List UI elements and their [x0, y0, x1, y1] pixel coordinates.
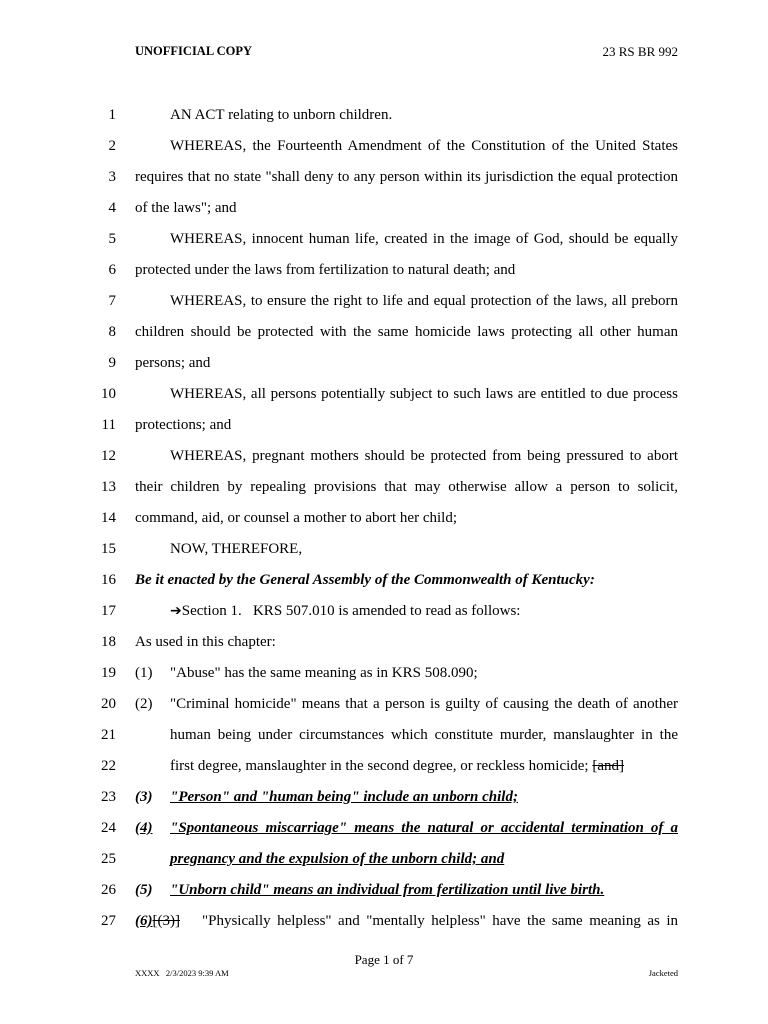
line-text: AN ACT relating to unborn children.: [170, 107, 393, 123]
line-text: WHEREAS, the Fourteenth Amendment of the Constitution of the United States: [170, 138, 678, 154]
line-number: 3: [108, 169, 116, 185]
item-text: "Criminal homicide" means that a person is guilty of causing the death of another: [170, 696, 678, 712]
item-text: first degree, manslaughter in the second degree, or reckless homicide;: [170, 758, 589, 774]
line-number: 24: [101, 820, 116, 836]
inserted-text: pregnancy and the expulsion of the unborn child; and: [170, 851, 505, 867]
item-text: "Unborn child" means an individual from fertilization until live birth.: [170, 882, 605, 898]
line-number: 27: [101, 913, 116, 929]
line-1: [0, 104, 768, 135]
line-number: 19: [101, 665, 116, 681]
arrow-right-icon: ➔: [170, 603, 182, 619]
inserted-definition: [135, 786, 678, 808]
line-number: 12: [101, 448, 116, 464]
line-text: WHEREAS, all persons potentially subject to such laws are entitled to due process: [170, 386, 678, 402]
line-text: of the laws"; and: [135, 200, 237, 216]
item-label: (5): [135, 882, 153, 898]
inserted-definition: [135, 817, 678, 839]
item-label: (6): [135, 913, 153, 929]
line-8: [0, 321, 768, 352]
line-17: [0, 600, 768, 631]
line-10: [0, 383, 768, 414]
line-number: 20: [101, 696, 116, 712]
line-number: 16: [101, 572, 116, 588]
item-text: "Physically helpless" and "mentally helpless" have the same meaning as in: [201, 913, 678, 929]
line-text: WHEREAS, innocent human life, created in the image of God, should be equally: [170, 231, 678, 247]
line-16: [0, 569, 768, 600]
item-label: (1): [135, 665, 153, 681]
line-number: 15: [101, 541, 116, 557]
page-number: Page 1 of 7: [354, 952, 414, 967]
line-number: 8: [108, 324, 116, 340]
line-number: 2: [108, 138, 116, 154]
enacting-clause: Be it enacted by the General Assembly of the Commonwealth of Kentucky:: [135, 572, 595, 588]
line-text: persons; and: [135, 355, 211, 371]
item-text: "Abuse" has the same meaning as in KRS 508.090;: [170, 665, 478, 681]
line-7: [0, 290, 768, 321]
line-2: [0, 135, 768, 166]
deleted-label: [(3)]: [152, 913, 180, 929]
line-19: [0, 662, 768, 693]
line-3: [0, 166, 768, 197]
line-text: protected under the laws from fertilization to natural death; and: [135, 262, 516, 278]
line-text: human being under circumstances which constitute murder, manslaughter in the: [170, 727, 678, 743]
line-number: 25: [101, 851, 116, 867]
line-11: [0, 414, 768, 445]
line-text: As used in this chapter:: [135, 634, 276, 650]
line-number: 18: [101, 634, 116, 650]
bill-text: [0, 104, 768, 941]
line-20: [0, 693, 768, 724]
line-number: 10: [101, 386, 116, 402]
inserted-definition: [135, 879, 678, 901]
footer-right: Jacketed: [648, 968, 678, 978]
section-heading: [170, 600, 678, 622]
item-label: (3): [135, 789, 153, 805]
line-number: 5: [108, 231, 116, 247]
line-13: [0, 476, 768, 507]
deleted-text: [and]: [592, 758, 624, 774]
line-number: 11: [101, 417, 116, 433]
line-22: [0, 755, 768, 786]
definition-item: [135, 910, 678, 932]
definition-item: [135, 693, 678, 715]
line-text: [170, 755, 678, 777]
line-18: [0, 631, 768, 662]
line-21: [0, 724, 768, 755]
line-number: 23: [101, 789, 116, 805]
line-number: 9: [108, 355, 116, 371]
line-14: [0, 507, 768, 538]
line-15: [0, 538, 768, 569]
item-label: (2): [135, 696, 153, 712]
line-23: [0, 786, 768, 817]
definition-item: [135, 662, 678, 684]
line-number: 14: [101, 510, 116, 526]
line-number: 7: [108, 293, 116, 309]
header-right: 23 RS BR 992: [602, 44, 678, 59]
line-text: children should be protected with the same homicide laws protecting all other human: [135, 324, 678, 340]
line-number: 22: [101, 758, 116, 774]
line-text: WHEREAS, to ensure the right to life and equal protection of the laws, all preborn: [170, 293, 678, 309]
line-4: [0, 197, 768, 228]
line-text: protections; and: [135, 417, 232, 433]
line-26: [0, 879, 768, 910]
item-label: (4): [135, 820, 153, 836]
line-6: [0, 259, 768, 290]
item-text: "Person" and "human being" include an unborn child;: [170, 789, 518, 805]
line-9: [0, 352, 768, 383]
line-number: 4: [108, 200, 116, 216]
line-text: their children by repealing provisions that may otherwise allow a person to solicit,: [135, 479, 678, 495]
line-number: 26: [101, 882, 116, 898]
line-text: WHEREAS, pregnant mothers should be protected from being pressured to abort: [170, 448, 678, 464]
line-text: requires that no state "shall deny to any person within its jurisdiction the equal protection: [135, 169, 678, 185]
line-number: 17: [101, 603, 116, 619]
item-text: "Spontaneous miscarriage" means the natural or accidental termination of a: [170, 820, 678, 836]
footer-left: XXXX 2/3/2023 9:39 AM: [135, 968, 229, 978]
line-24: [0, 817, 768, 848]
line-12: [0, 445, 768, 476]
line-number: 1: [108, 107, 116, 123]
line-25: [0, 848, 768, 879]
line-5: [0, 228, 768, 259]
line-number: 13: [101, 479, 116, 495]
line-number: 21: [101, 727, 116, 743]
line-text: command, aid, or counsel a mother to abort her child;: [135, 510, 457, 526]
line-number: 6: [108, 262, 116, 278]
section-heading-text: Section 1. KRS 507.010 is amended to read as follows:: [181, 603, 521, 619]
header-left: UNOFFICIAL COPY: [135, 44, 253, 58]
line-text: NOW, THEREFORE,: [170, 541, 303, 557]
line-27: [0, 910, 768, 941]
